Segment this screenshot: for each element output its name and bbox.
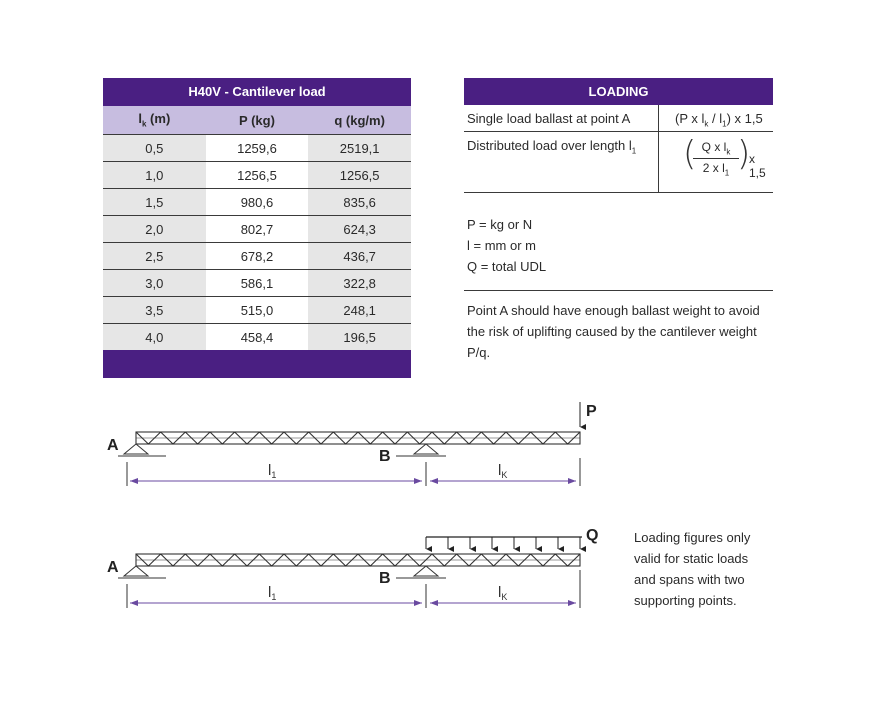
definition-p: P = kg or N: [467, 217, 533, 232]
cell-q: 1256,5: [308, 162, 411, 189]
paren-left: (: [683, 134, 697, 174]
loading-table-title: LOADING: [464, 78, 773, 105]
header-q: q (kg/m): [308, 106, 411, 135]
point-a-label: A: [107, 559, 119, 576]
header-p: P (kg): [206, 106, 309, 135]
cell-p: 1259,6: [206, 135, 309, 162]
support-a: [118, 566, 166, 578]
udl-arrows: [426, 537, 582, 549]
static-load-note: Loading figures only valid for static loads and spans with two supporting points.: [634, 530, 751, 608]
cell-lk: 2,5: [103, 243, 206, 270]
span-lk-label: $l_K$: [498, 584, 508, 602]
cell-lk: 0,5: [103, 135, 206, 162]
cell-p: 802,7: [206, 216, 309, 243]
cell-lk: 4,0: [103, 324, 206, 351]
point-b-label: B: [379, 448, 391, 465]
truss-beam: [136, 432, 580, 444]
ballast-note: Point A should have enough ballast weight to avoid the risk of uplifting caused by the cantilever weight P/q.: [467, 303, 760, 360]
cell-p: 678,2: [206, 243, 309, 270]
fraction-numerator: Q x $l_k$: [693, 140, 739, 159]
header-lk: $l_k$ (m): [103, 106, 206, 135]
cell-q: 2519,1: [308, 135, 411, 162]
diagram-point-load: [107, 402, 597, 486]
cell-lk: 1,0: [103, 162, 206, 189]
cell-lk: 2,0: [103, 216, 206, 243]
support-b: [396, 444, 446, 456]
cell-q: 248,1: [308, 297, 411, 324]
fraction-denominator: 2 x $l_1$: [702, 161, 730, 178]
cell-lk: 1,5: [103, 189, 206, 216]
cell-q: 322,8: [308, 270, 411, 297]
cell-q: 436,7: [308, 243, 411, 270]
load-p-label: P: [586, 403, 597, 420]
definition-l: l = mm or m: [467, 238, 536, 253]
cell-lk: 3,5: [103, 297, 206, 324]
cell-p: 515,0: [206, 297, 309, 324]
cell-p: 980,6: [206, 189, 309, 216]
cell-p: 1256,5: [206, 162, 309, 189]
span-lk-label: $l_K$: [498, 462, 508, 480]
support-b: [396, 566, 446, 578]
point-a-label: A: [107, 437, 119, 454]
load-q-label: Q: [586, 527, 599, 544]
cell-lk: 3,0: [103, 270, 206, 297]
cell-p: 586,1: [206, 270, 309, 297]
truss-beam: [136, 554, 580, 566]
support-a: [118, 444, 166, 456]
diagram-distributed-load: [107, 527, 598, 608]
distributed-load-label: Distributed load over length $l_1$: [467, 138, 637, 156]
definition-q: Q = total UDL: [467, 259, 547, 274]
cell-q: 624,3: [308, 216, 411, 243]
cantilever-table-title: H40V - Cantilever load: [103, 78, 411, 106]
paren-right: ): [737, 134, 751, 174]
span-l1-label: $l_1$: [268, 584, 277, 602]
cell-p: 458,4: [206, 324, 309, 351]
single-load-label: Single load ballast at point A: [467, 111, 631, 126]
cell-q: 835,6: [308, 189, 411, 216]
span-l1-label: $l_1$: [268, 462, 277, 480]
cell-q: 196,5: [308, 324, 411, 351]
single-load-formula: (P x $l_k / l_1$) x 1,5: [658, 105, 773, 131]
formula-multiplier: x 1,5: [749, 152, 766, 180]
point-b-label: B: [379, 570, 391, 587]
